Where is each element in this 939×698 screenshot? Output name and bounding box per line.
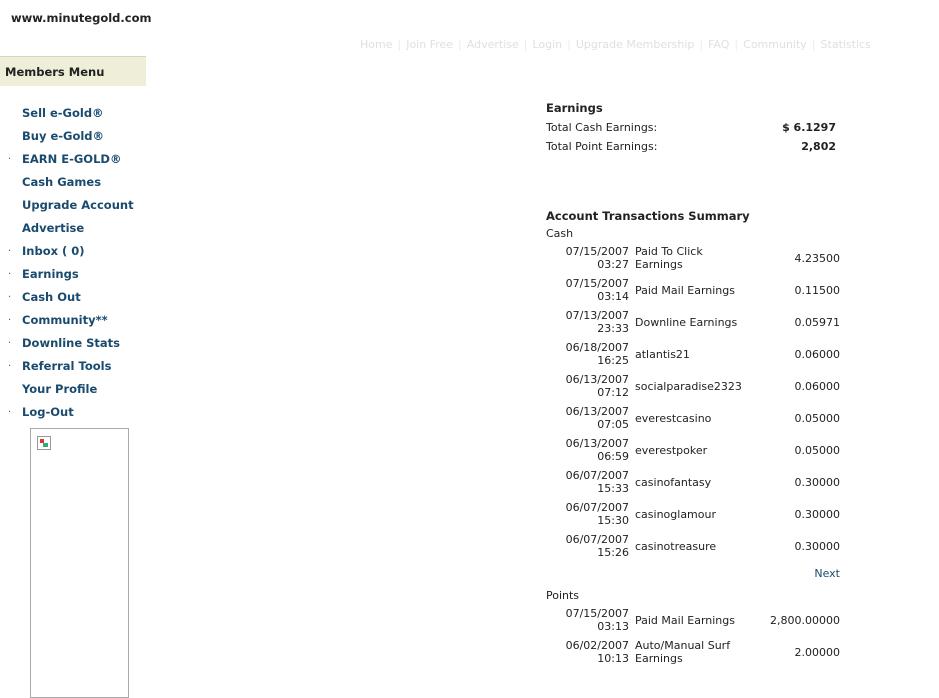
- nav-separator: |: [567, 38, 571, 51]
- menu-item-earnings[interactable]: [0, 263, 146, 286]
- transaction-datetime: [546, 277, 629, 303]
- transaction-time: 10:13: [597, 652, 629, 665]
- transaction-description: casinotreasure: [635, 540, 717, 553]
- menu-item-label: Upgrade Account: [22, 198, 134, 212]
- transaction-date: 06/07/2007: [565, 501, 629, 514]
- transaction-datetime: [546, 309, 629, 335]
- transaction-row: [546, 469, 846, 501]
- menu-item-label: Referral Tools: [22, 359, 112, 373]
- menu-item-inbox-0[interactable]: [0, 240, 146, 263]
- menu-item-downline-stats[interactable]: [0, 332, 146, 355]
- transaction-row: [546, 501, 846, 533]
- transaction-row: [546, 277, 846, 309]
- menu-item-label: Advertise: [22, 221, 85, 235]
- points-section-label: Points: [546, 589, 580, 602]
- cash-section-label: Cash: [546, 227, 574, 240]
- top-navigation: [360, 38, 890, 51]
- transaction-amount: 4.23500: [794, 252, 840, 265]
- menu-item-log-out[interactable]: [0, 401, 146, 424]
- transaction-description: socialparadise2323: [635, 380, 742, 393]
- transaction-time: 07:12: [597, 386, 629, 399]
- menu-item-upgrade-account[interactable]: [0, 194, 146, 217]
- members-menu-title: Members Menu: [0, 56, 146, 86]
- transaction-time: 15:30: [597, 514, 629, 527]
- transaction-amount: 0.05971: [794, 316, 840, 329]
- nav-link-upgrade-membership[interactable]: Upgrade Membership: [575, 38, 695, 51]
- transaction-description: Paid To Click Earnings: [635, 245, 703, 271]
- menu-item-community[interactable]: [0, 309, 146, 332]
- menu-item-label: Cash Out: [22, 290, 81, 304]
- nav-separator: |: [699, 38, 704, 51]
- nav-link-home[interactable]: Home: [360, 38, 393, 51]
- transaction-date: 07/15/2007: [565, 245, 629, 258]
- next-page-link[interactable]: Next: [814, 567, 840, 580]
- transaction-datetime: [546, 373, 629, 399]
- menu-item-referral-tools[interactable]: [0, 355, 146, 378]
- transaction-time: 03:27: [597, 258, 629, 271]
- transaction-time: 06:59: [597, 450, 629, 463]
- transaction-row: [546, 533, 846, 565]
- bullet-icon: ·: [8, 154, 12, 165]
- transaction-time: 15:26: [597, 546, 629, 559]
- nav-separator: |: [734, 38, 739, 51]
- total-cash-earnings-row: [546, 118, 846, 137]
- nav-link-join-free[interactable]: Join Free: [406, 38, 454, 51]
- transactions-summary-title: Account Transactions Summary: [546, 209, 750, 223]
- transaction-amount: 0.05000: [794, 444, 840, 457]
- menu-item-label: Your Profile: [22, 382, 98, 396]
- transaction-time: 03:14: [597, 290, 629, 303]
- transaction-datetime: [546, 607, 629, 633]
- transaction-row: [546, 607, 846, 639]
- menu-item-sell-e-gold[interactable]: [0, 102, 146, 125]
- menu-item-label: Cash Games: [22, 175, 102, 189]
- menu-item-label: EARN E-GOLD®: [22, 152, 122, 166]
- transaction-description: everestpoker: [635, 444, 708, 457]
- bullet-icon: ·: [8, 338, 12, 349]
- bullet-icon: ·: [8, 246, 12, 257]
- transaction-date: 07/15/2007: [565, 277, 629, 290]
- transaction-datetime: [546, 437, 629, 463]
- transaction-description: casinoglamour: [635, 508, 716, 521]
- transaction-amount: 0.30000: [794, 476, 840, 489]
- bullet-icon: ·: [8, 361, 12, 372]
- nav-separator: |: [458, 38, 462, 51]
- transaction-date: 07/13/2007: [565, 309, 629, 322]
- transaction-datetime: [546, 245, 629, 271]
- menu-item-label: Buy e-Gold®: [22, 129, 105, 143]
- transaction-datetime: [546, 501, 629, 527]
- bullet-icon: ·: [8, 315, 12, 326]
- total-cash-earnings-value: $ 6.1297: [782, 121, 836, 134]
- transaction-amount: 2,800.00000: [770, 614, 840, 627]
- transaction-date: 06/13/2007: [565, 437, 629, 450]
- menu-item-label: Community**: [22, 313, 108, 327]
- menu-item-your-profile[interactable]: [0, 378, 146, 401]
- transaction-row: [546, 437, 846, 469]
- ad-banner-box[interactable]: [30, 428, 129, 698]
- transaction-date: 06/18/2007: [565, 341, 629, 354]
- transaction-datetime: [546, 405, 629, 431]
- nav-link-login[interactable]: Login: [532, 38, 563, 51]
- transaction-description: atlantis21: [635, 348, 690, 361]
- transaction-date: 06/02/2007: [565, 639, 629, 652]
- transaction-date: 06/13/2007: [565, 405, 629, 418]
- transaction-row: [546, 639, 846, 671]
- transaction-row: [546, 405, 846, 437]
- nav-link-statistics[interactable]: Statistics: [820, 38, 871, 51]
- nav-link-community[interactable]: Community: [743, 38, 807, 51]
- transaction-datetime: [546, 469, 629, 495]
- transaction-row: [546, 341, 846, 373]
- transaction-date: 06/13/2007: [565, 373, 629, 386]
- menu-item-label: Downline Stats: [22, 336, 121, 350]
- transaction-date: 06/07/2007: [565, 533, 629, 546]
- transaction-row: [546, 309, 846, 341]
- transaction-description: casinofantasy: [635, 476, 712, 489]
- total-point-earnings-value: 2,802: [801, 140, 836, 153]
- menu-item-label: Log-Out: [22, 405, 74, 419]
- transaction-amount: 0.05000: [794, 412, 840, 425]
- transaction-time: 07:05: [597, 418, 629, 431]
- transaction-description: Auto/Manual Surf Earnings: [635, 639, 731, 665]
- menu-item-cash-games[interactable]: [0, 171, 146, 194]
- broken-image-icon: [37, 436, 51, 450]
- nav-link-faq[interactable]: FAQ: [708, 38, 730, 51]
- total-cash-earnings-label: Total Cash Earnings:: [546, 121, 658, 134]
- transaction-description: everestcasino: [635, 412, 712, 425]
- transaction-amount: 0.30000: [794, 540, 840, 553]
- transaction-time: 23:33: [597, 322, 629, 335]
- transaction-time: 03:13: [597, 620, 629, 633]
- cash-transactions-list: [546, 245, 846, 565]
- transaction-time: 16:25: [597, 354, 629, 367]
- transaction-amount: 0.06000: [794, 348, 840, 361]
- main-content: [546, 99, 846, 671]
- transaction-amount: 0.06000: [794, 380, 840, 393]
- menu-item-label: Inbox ( 0): [22, 244, 85, 258]
- nav-separator: |: [811, 38, 816, 51]
- transaction-date: 07/15/2007: [565, 607, 629, 620]
- menu-item-label: Sell e-Gold®: [22, 106, 104, 120]
- total-point-earnings-label: Total Point Earnings:: [546, 140, 658, 153]
- site-title: www.minutegold.com: [11, 11, 152, 25]
- total-point-earnings-row: [546, 137, 846, 156]
- menu-item-buy-e-gold[interactable]: [0, 125, 146, 148]
- bullet-icon: ·: [8, 407, 12, 418]
- transaction-amount: 0.30000: [794, 508, 840, 521]
- transaction-datetime: [546, 639, 629, 665]
- points-transactions-list: [546, 607, 846, 671]
- transaction-row: [546, 373, 846, 405]
- transaction-amount: 2.00000: [794, 646, 840, 659]
- transaction-datetime: [546, 533, 629, 559]
- menu-item-label: Earnings: [22, 267, 79, 281]
- members-menu: [0, 102, 146, 424]
- menu-item-cash-out[interactable]: [0, 286, 146, 309]
- bullet-icon: ·: [8, 269, 12, 280]
- earnings-title: Earnings: [546, 101, 603, 115]
- nav-separator: |: [523, 38, 528, 51]
- transaction-time: 15:33: [597, 482, 629, 495]
- transaction-description: Downline Earnings: [635, 316, 738, 329]
- bullet-icon: ·: [8, 292, 12, 303]
- transaction-amount: 0.11500: [794, 284, 840, 297]
- transaction-datetime: [546, 341, 629, 367]
- nav-separator: |: [397, 38, 402, 51]
- pagination-row: [546, 565, 846, 587]
- transaction-row: [546, 245, 846, 277]
- transaction-date: 06/07/2007: [565, 469, 629, 482]
- menu-item-earn-e-gold[interactable]: [0, 148, 146, 171]
- nav-link-advertise[interactable]: Advertise: [466, 38, 519, 51]
- menu-item-advertise[interactable]: [0, 217, 146, 240]
- transaction-description: Paid Mail Earnings: [635, 284, 735, 297]
- transaction-description: Paid Mail Earnings: [635, 614, 735, 627]
